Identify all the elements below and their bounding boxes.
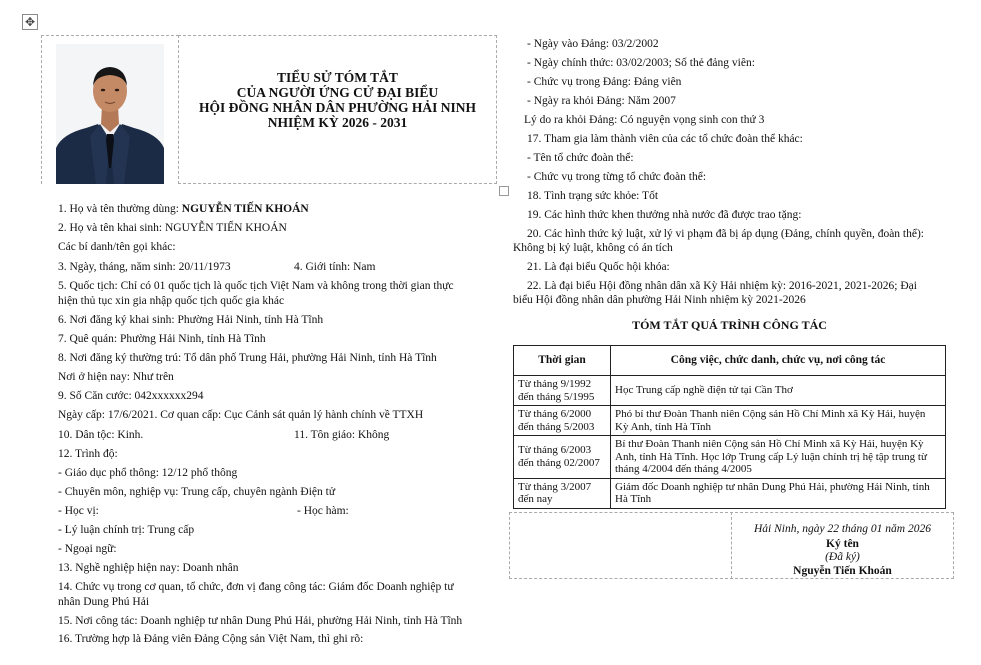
- cell-description: Học Trung cấp nghề điện tử tại Cần Thơ: [611, 376, 946, 406]
- column-header-time: Thời gian: [514, 346, 611, 376]
- column-header-description: Công việc, chức danh, chức vụ, nơi công tác: [611, 346, 946, 376]
- field-id-number: 9. Số Căn cước: 042xxxxxx294: [58, 390, 204, 402]
- cell-time: Từ tháng 6/2000 đến tháng 5/2003: [514, 406, 611, 436]
- candidate-name: NGUYỄN TIẾN KHOÁN: [181, 203, 309, 215]
- title-line-1: TIỂU SỬ TÓM TẮT: [277, 70, 398, 85]
- field-workplace: 15. Nơi công tác: Doanh nghiệp tư nhân Dung Phú Hải, phường Hải Ninh, tỉnh Hà Tĩnh: [58, 615, 463, 627]
- table-row: [514, 478, 946, 508]
- field-national-assembly: 21. Là đại biểu Quốc hội khóa:: [527, 261, 670, 273]
- field-party-member: 16. Trường hợp là Đảng viên Đảng Cộng sản Việt Nam, thì ghi rõ:: [58, 633, 364, 645]
- field-religion: 11. Tôn giáo: Không: [294, 429, 390, 441]
- field-party-position: - Chức vụ trong Đảng: Đảng viên: [527, 76, 682, 88]
- field-council-delegate-cont: biểu Hội đồng nhân dân phường Hải Ninh nhiệm kỳ 2021-2026: [513, 294, 806, 306]
- move-handle-icon[interactable]: ✥: [22, 14, 38, 30]
- field-aliases: Các bí danh/tên gọi khác:: [58, 241, 176, 253]
- field-position-cont: nhân Dung Phú Hải: [58, 596, 150, 608]
- work-history-table: [513, 345, 946, 509]
- field-profession: - Chuyên môn, nghiệp vụ: Trung cấp, chuyên ngành Điện tử: [58, 486, 336, 498]
- cell-description: Bí thư Đoàn Thanh niên Cộng sản Hồ Chí Minh xã Kỳ Hải, huyện Kỳ Anh, tỉnh Hà Tĩnh. Học lớp Trung cấp Lý luận chính trị hệ tập trung từ tháng 4/2004 đến tháng 4/2005: [611, 436, 946, 479]
- field-birth-date: 3. Ngày, tháng, năm sinh: 20/11/1973: [58, 261, 231, 273]
- field-discipline: 20. Các hình thức kỷ luật, xử lý vi phạm đã bị áp dụng (Đảng, chính quyền, đoàn thể):: [527, 228, 924, 240]
- field-gender: 4. Giới tính: Nam: [294, 261, 376, 273]
- anchor-box[interactable]: [499, 186, 509, 196]
- table-header-row: [514, 346, 946, 376]
- field-party-leave-reason: Lý do ra khỏi Đảng: Có nguyện vọng sinh con thứ 3: [524, 114, 765, 126]
- table-row: [514, 436, 946, 479]
- field-nationality-cont: hiện thủ tục xin gia nhập quốc tịch quốc gia khác: [58, 295, 285, 307]
- title-line-2: CỦA NGƯỜI ỨNG CỬ ĐẠI BIỂU: [236, 85, 439, 100]
- field-occupation: 13. Nghề nghiệp hiện nay: Doanh nhân: [58, 562, 239, 574]
- signature-label: Ký tên: [826, 538, 859, 550]
- document-title: [178, 70, 497, 130]
- title-line-4: NHIỆM KỲ 2026 - 2031: [267, 115, 408, 130]
- field-health: 18. Tình trạng sức khỏe: Tốt: [527, 190, 659, 202]
- signer-name: Nguyễn Tiến Khoán: [793, 565, 892, 577]
- cell-time: Từ tháng 9/1992 đến tháng 5/1995: [514, 376, 611, 406]
- field-position: 14. Chức vụ trong cơ quan, tổ chức, đơn vị đang công tác: Giám đốc Doanh nghiệp tư: [58, 581, 454, 593]
- field-discipline-cont: Không bị kỷ luật, không có án tích: [513, 242, 673, 254]
- field-political-theory: - Lý luận chính trị: Trung cấp: [58, 524, 195, 536]
- portrait-photo: [56, 44, 164, 184]
- field-foreign-language: - Ngoại ngữ:: [58, 543, 117, 555]
- field-permanent-residence: 8. Nơi đăng ký thường trú: Tổ dân phố Trung Hải, phường Hải Ninh, tỉnh Hà Tĩnh: [58, 352, 437, 364]
- field-ethnicity: 10. Dân tộc: Kinh.: [58, 429, 144, 441]
- field-label: 1. Họ và tên thường dùng:: [58, 203, 182, 215]
- table-row: [514, 376, 946, 406]
- field-current-residence: Nơi ở hiện nay: Như trên: [58, 371, 174, 383]
- cell-description: Giám đốc Doanh nghiệp tư nhân Dung Phú Hải, phường Hải Ninh, tỉnh Hà Tĩnh: [611, 478, 946, 508]
- field-degree: - Học vị:: [58, 505, 99, 517]
- field-organization-name: - Tên tổ chức đoàn thể:: [527, 152, 634, 164]
- work-history-heading: TÓM TẮT QUÁ TRÌNH CÔNG TÁC: [632, 318, 827, 332]
- field-birth-name: 2. Họ và tên khai sinh: NGUYỄN TIẾN KHOÁN: [58, 222, 287, 234]
- cell-time: Từ tháng 6/2003 đến tháng 02/2007: [514, 436, 611, 479]
- field-nationality: 5. Quốc tịch: Chỉ có 01 quốc tịch là quốc tịch Việt Nam và không trong thời gian thực: [58, 280, 454, 292]
- field-common-name: [58, 202, 309, 217]
- field-general-education: - Giáo dục phổ thông: 12/12 phổ thông: [58, 467, 238, 479]
- cell-description: Phó bí thư Đoàn Thanh niên Cộng sản Hồ Chí Minh xã Kỳ Hải, huyện Kỳ Anh, tỉnh Hà Tĩnh: [611, 406, 946, 436]
- field-party-leave-date: - Ngày ra khỏi Đảng: Năm 2007: [527, 95, 676, 107]
- signature-status: (Đã ký): [825, 551, 860, 563]
- table-row: [514, 406, 946, 436]
- field-council-delegate: 22. Là đại biểu Hội đồng nhân dân xã Kỳ Hải nhiệm kỳ: 2016-2021, 2021-2026; Đại: [527, 280, 917, 292]
- title-line-3: HỘI ĐỒNG NHÂN DÂN PHƯỜNG HẢI NINH: [198, 100, 476, 115]
- field-hometown: 7. Quê quán: Phường Hải Ninh, tỉnh Hà Tĩnh: [58, 333, 266, 345]
- field-academic-title: - Học hàm:: [297, 505, 349, 517]
- signature-place-date: Hải Ninh, ngày 22 tháng 01 năm 2026: [754, 523, 931, 535]
- field-organization-position: - Chức vụ trong từng tổ chức đoàn thể:: [527, 171, 707, 183]
- field-awards: 19. Các hình thức khen thưởng nhà nước đã được trao tặng:: [527, 209, 802, 221]
- field-party-official-date: - Ngày chính thức: 03/02/2003; Số thẻ đảng viên:: [527, 57, 755, 69]
- cell-time: Từ tháng 3/2007 đến nay: [514, 478, 611, 508]
- field-id-issue: Ngày cấp: 17/6/2021. Cơ quan cấp: Cục Cảnh sát quản lý hành chính về TTXH: [58, 409, 424, 421]
- field-party-join-date: - Ngày vào Đảng: 03/2/2002: [527, 38, 659, 50]
- field-birth-registration: 6. Nơi đăng ký khai sinh: Phường Hải Ninh, tỉnh Hà Tĩnh: [58, 314, 324, 326]
- field-qualifications: 12. Trình độ:: [58, 448, 118, 460]
- field-organizations: 17. Tham gia làm thành viên của các tổ chức đoàn thể khác:: [527, 133, 803, 145]
